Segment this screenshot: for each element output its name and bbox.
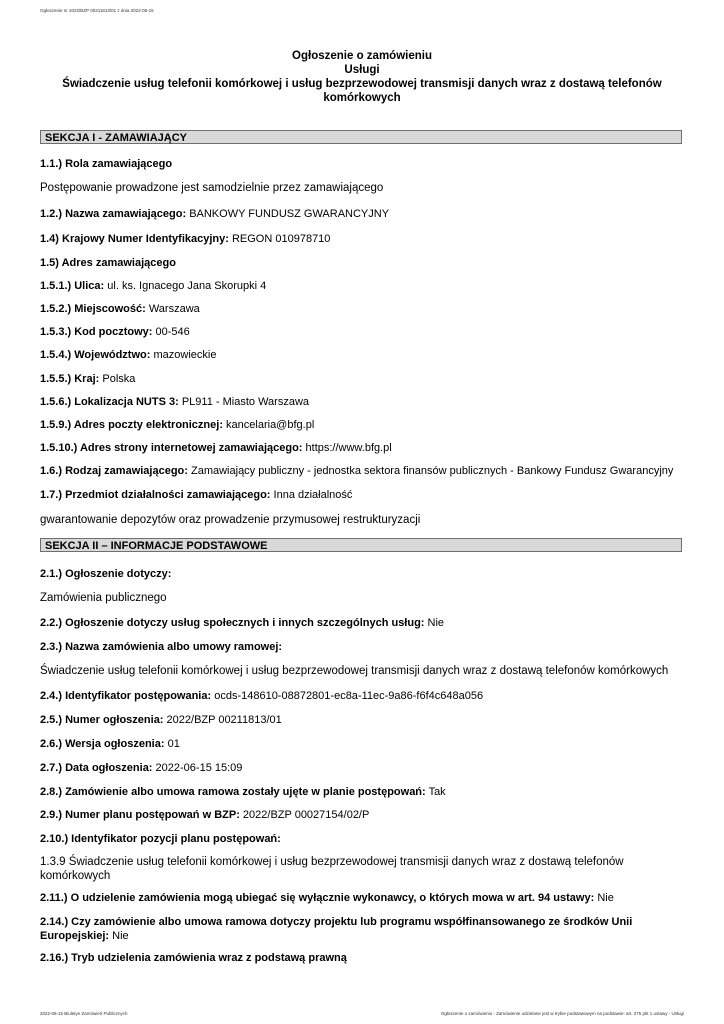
section-1-heading: SEKCJA I - ZAMAWIAJĄCY [40, 130, 682, 144]
field-row: 1.5.2.) Miejscowość: Warszawa [40, 303, 200, 315]
field-row: 1.5.4.) Województwo: mazowieckie [40, 349, 217, 361]
field-row: 1.1.) Rola zamawiającego [40, 158, 173, 170]
field-row: 1.3.9 Świadczenie usług telefonii komórkowej i usług bezprzewodowej transmisji danych wraz z dostawą telefonów komórkowych [40, 856, 624, 882]
field-row: 1.5.10.) Adres strony internetowej zamawiającego: https://www.bfg.pl [40, 442, 392, 454]
field-row: 2.14.) Czy zamówienie albo umowa ramowa dotyczy projektu lub programu współfinansowanego ze środków Unii Europejskiej: Nie [40, 916, 633, 942]
field-row: 1.5) Adres zamawiającego [40, 257, 176, 269]
field-row: 2.10.) Identyfikator pozycji planu postępowań: [40, 833, 281, 845]
field-row: 1.5.1.) Ulica: ul. ks. Ignacego Jana Skorupki 4 [40, 280, 267, 292]
field-row: 1.2.) Nazwa zamawiającego: BANKOWY FUNDUSZ GWARANCYJNY [40, 208, 390, 220]
field-row: 2.16.) Tryb udzielenia zamówienia wraz z podstawą prawną [40, 952, 347, 964]
field-row: 1.6.) Rodzaj zamawiającego: Zamawiający publiczny - jednostka sektora finansów publicznych - Bankowy Fundusz Gwarancyjny [40, 465, 674, 477]
field-row: 1.4) Krajowy Numer Identyfikacyjny: REGON 010978710 [40, 233, 331, 245]
field-row: 1.5.6.) Lokalizacja NUTS 3: PL911 - Miasto Warszawa [40, 396, 309, 408]
field-row: 2.7.) Data ogłoszenia: 2022-06-15 15:09 [40, 762, 243, 774]
field-row: 1.7.) Przedmiot działalności zamawiającego: Inna działalność [40, 489, 353, 501]
field-row: 1.5.3.) Kod pocztowy: 00-546 [40, 326, 190, 338]
field-row: 2.2.) Ogłoszenie dotyczy usług społecznych i innych szczególnych usług: Nie [40, 617, 445, 629]
footer-right: Ogłoszenie o zamówieniu - Zamówienie udzielane jest w trybie podstawowym na podstawie: art. 275 pkt 1 ustawy - Usługi [440, 1011, 684, 1016]
field-row: gwarantowanie depozytów oraz prowadzenie przymusowej restrukturyzacji [40, 514, 421, 526]
notice-type: Ogłoszenie o zamówieniu [292, 50, 432, 62]
page-header-note: Ogłoszenie nr 2022/BZP 00211813/01 z dnia 2022-06-15 [40, 8, 154, 13]
field-row: 2.6.) Wersja ogłoszenia: 01 [40, 738, 180, 750]
field-row: 2.9.) Numer planu postępowań w BZP: 2022/BZP 00027154/02/P [40, 809, 370, 821]
field-row: 2.1.) Ogłoszenie dotyczy: [40, 568, 172, 580]
section-2-heading: SEKCJA II – INFORMACJE PODSTAWOWE [40, 538, 682, 552]
field-row: Świadczenie usług telefonii komórkowej i usług bezprzewodowej transmisji danych wraz z dostawą telefonów komórkowych [40, 665, 669, 677]
field-row: 1.5.9.) Adres poczty elektronicznej: kancelaria@bfg.pl [40, 419, 315, 431]
field-row: Postępowanie prowadzone jest samodzielnie przez zamawiającego [40, 182, 384, 194]
field-row: 2.5.) Numer ogłoszenia: 2022/BZP 00211813/01 [40, 714, 282, 726]
field-row: 2.8.) Zamówienie albo umowa ramowa zostały ujęte w planie postępowań: Tak [40, 786, 446, 798]
notice-category: Usługi [344, 64, 380, 76]
notice-title: Świadczenie usług telefonii komórkowej i usług bezprzewodowej transmisji danych wraz z dostawą telefonów komórkowych [62, 78, 662, 104]
field-row: Zamówienia publicznego [40, 592, 167, 604]
field-row: 2.4.) Identyfikator postępowania: ocds-148610-08872801-ec8a-11ec-9a86-f6f4c648a056 [40, 690, 484, 702]
footer-left: 2022-06-15 Biuletyn Zamówień Publicznych [40, 1011, 128, 1016]
field-row: 2.11.) O udzielenie zamówienia mogą ubiegać się wyłącznie wykonawcy, o których mowa w art. 94 ustawy: Nie [40, 892, 614, 904]
document-header [0, 49, 724, 105]
field-row: 2.3.) Nazwa zamówienia albo umowy ramowej: [40, 641, 283, 653]
field-row: 1.5.5.) Kraj: Polska [40, 373, 136, 385]
